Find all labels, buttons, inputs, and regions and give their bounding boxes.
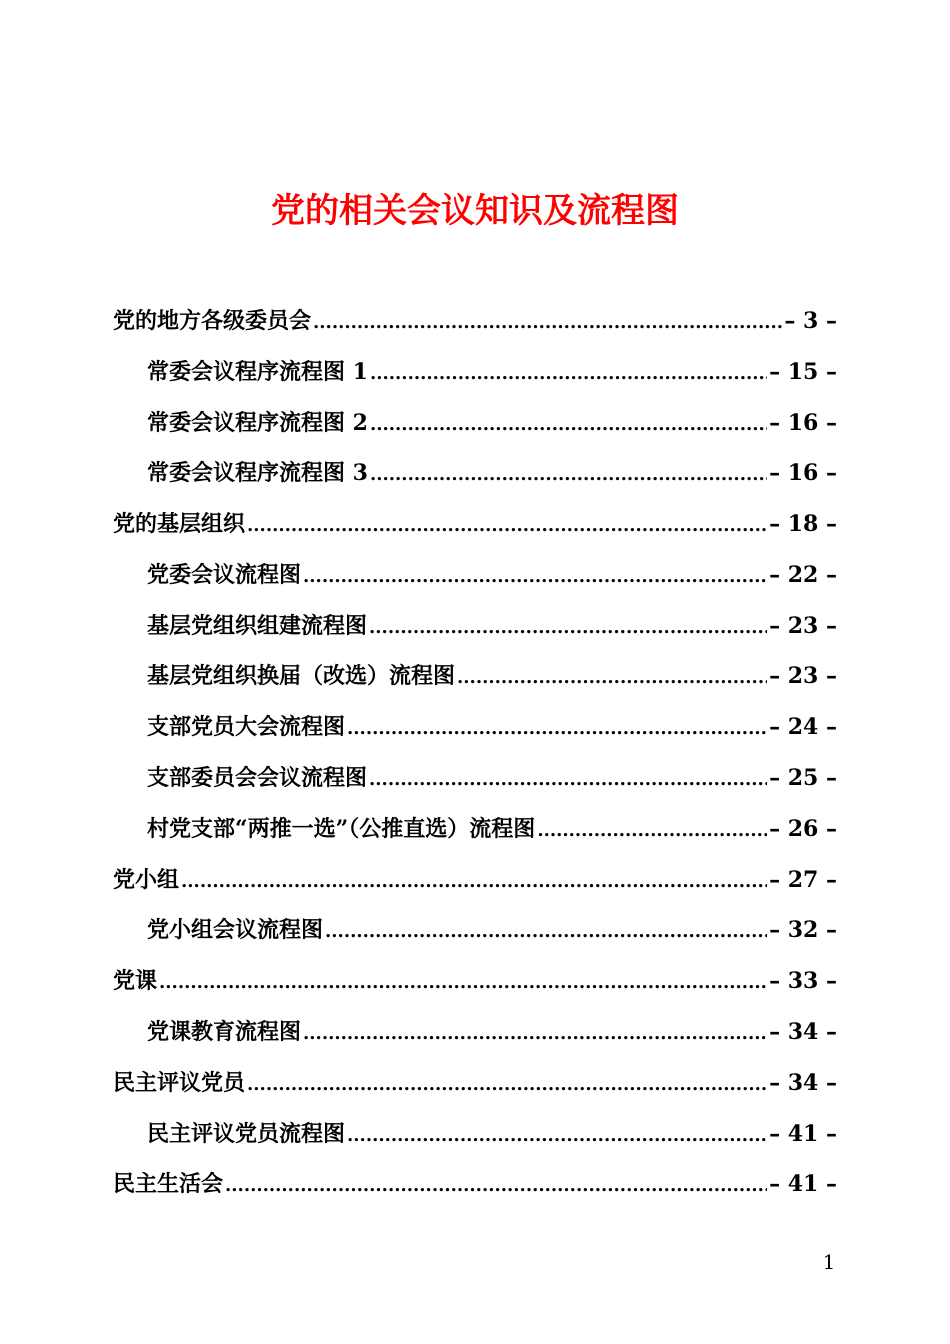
toc-entry[interactable]: [147, 343, 837, 387]
toc-entry-label: 村党支部“两推一选”（公推直选）流程图: [147, 816, 536, 842]
toc-leader-dots: [325, 915, 767, 945]
toc-leader-dots: [347, 712, 767, 742]
toc-leader-dots: [370, 357, 767, 387]
toc-leader-dots: [369, 763, 767, 793]
toc-entry[interactable]: [147, 394, 837, 438]
toc-entry-label: 支部委员会会议流程图: [147, 765, 368, 791]
toc-entry-label: 党的基层组织: [113, 511, 246, 537]
toc-leader-dots: [303, 560, 767, 590]
toc-entry[interactable]: [147, 597, 837, 641]
toc-entry-label: 常委会议程序流程图 3: [147, 460, 368, 486]
toc-entry-page: – 22 –: [769, 562, 837, 588]
toc-entry[interactable]: [113, 1054, 837, 1098]
toc-entry-page: – 25 –: [769, 765, 837, 791]
toc-leader-dots: [181, 865, 767, 895]
toc-entry-page: – 18 –: [769, 511, 837, 537]
toc-entry-page: – 16 –: [769, 460, 837, 486]
toc-entry-label: 常委会议程序流程图 1: [147, 359, 368, 385]
toc-entry-page: – 32 –: [769, 917, 837, 943]
toc-entry-label: 民主评议党员流程图: [147, 1121, 346, 1147]
toc-leader-dots: [347, 1119, 767, 1149]
toc-entry-page: – 15 –: [769, 359, 837, 385]
toc-entry-page: – 34 –: [769, 1019, 837, 1045]
toc-entry-label: 民主生活会: [113, 1171, 224, 1197]
toc-entry[interactable]: [113, 851, 837, 895]
toc-entry[interactable]: [147, 546, 837, 590]
toc-leader-dots: [303, 1017, 767, 1047]
toc-leader-dots: [537, 814, 767, 844]
toc-entry[interactable]: [113, 1155, 837, 1199]
toc-entry-page: – 41 –: [769, 1171, 837, 1197]
toc-entry-label: 基层党组织换届（改选）流程图: [147, 663, 456, 689]
toc-entry-label: 党小组会议流程图: [147, 917, 324, 943]
toc-entry[interactable]: [113, 952, 837, 996]
toc-entry-label: 党委会议流程图: [147, 562, 302, 588]
toc-leader-dots: [370, 458, 767, 488]
toc-entry-label: 党课教育流程图: [147, 1019, 302, 1045]
toc-entry-page: – 34 –: [769, 1070, 837, 1096]
toc-leader-dots: [369, 611, 767, 641]
toc-entry-label: 支部党员大会流程图: [147, 714, 346, 740]
toc-entry[interactable]: [147, 1105, 837, 1149]
toc-leader-dots: [159, 966, 767, 996]
toc-entry[interactable]: [147, 444, 837, 488]
toc-leader-dots: [225, 1169, 767, 1199]
toc-entry-page: – 24 –: [769, 714, 837, 740]
toc-entry-label: 常委会议程序流程图 2: [147, 410, 368, 436]
toc-entry-page: – 16 –: [769, 410, 837, 436]
toc-leader-dots: [457, 661, 767, 691]
toc-entry-page: – 27 –: [769, 867, 837, 893]
toc-entry-page: – 3 –: [784, 308, 837, 334]
toc-entry[interactable]: [113, 495, 837, 539]
toc-entry-page: – 23 –: [769, 613, 837, 639]
toc-entry-label: 基层党组织组建流程图: [147, 613, 368, 639]
toc-leader-dots: [370, 408, 767, 438]
page-number: 1: [822, 1250, 836, 1274]
toc-entry-page: – 23 –: [769, 663, 837, 689]
toc-entry-page: – 26 –: [769, 816, 837, 842]
toc-entry-page: – 33 –: [769, 968, 837, 994]
toc-entry[interactable]: [147, 800, 837, 844]
document-title: 党的相关会议知识及流程图: [271, 191, 679, 231]
toc-leader-dots: [247, 1068, 767, 1098]
toc-entry[interactable]: [147, 901, 837, 945]
toc-entry[interactable]: [147, 1003, 837, 1047]
toc-leader-dots: [247, 509, 767, 539]
toc-leader-dots: [313, 306, 782, 336]
toc-entry-label: 党小组: [113, 867, 180, 893]
toc-entry-label: 民主评议党员: [113, 1070, 246, 1096]
toc-entry[interactable]: [147, 749, 837, 793]
toc-entry[interactable]: [113, 292, 837, 336]
toc-entry-page: – 41 –: [769, 1121, 837, 1147]
toc-entry[interactable]: [147, 647, 837, 691]
toc-entry[interactable]: [147, 698, 837, 742]
toc-entry-label: 党课: [113, 968, 158, 994]
toc-entry-label: 党的地方各级委员会: [113, 308, 312, 334]
